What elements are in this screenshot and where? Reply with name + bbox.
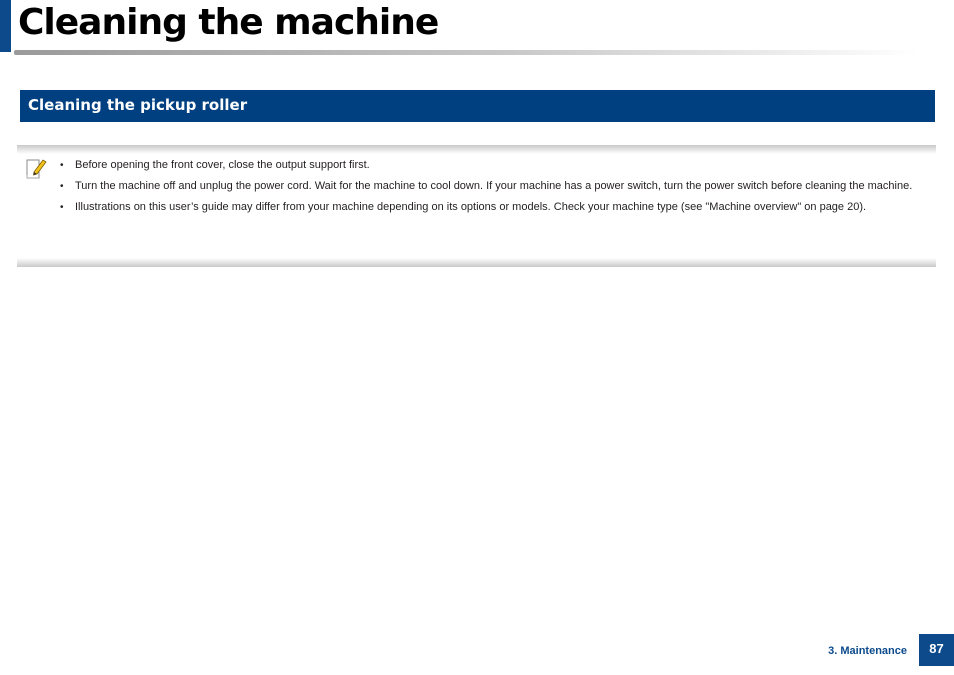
page-title: Cleaning the machine	[18, 2, 439, 43]
section-header	[20, 90, 935, 122]
title-underline	[14, 50, 919, 55]
footer-chapter-label: 3. Maintenance	[828, 645, 907, 657]
footer-page-number: 87	[919, 634, 954, 666]
note-list	[60, 157, 936, 220]
note-box-top-border	[17, 145, 936, 154]
note-item: • Illustrations on this user’s guide may differ from your machine depending on its options or models. Check your machine type (see "Machine overview" on page 20).	[60, 199, 936, 216]
title-accent-bar	[0, 0, 11, 52]
note-box-bottom-border	[17, 258, 936, 267]
note-item: • Turn the machine off and unplug the power cord. Wait for the machine to cool down. If your machine has a power switch, turn the power switch before cleaning the machine.	[60, 178, 936, 195]
section-title: Cleaning the pickup roller	[28, 96, 248, 114]
note-item: • Before opening the front cover, close the output support first.	[60, 157, 936, 174]
note-pencil-icon	[25, 157, 49, 181]
